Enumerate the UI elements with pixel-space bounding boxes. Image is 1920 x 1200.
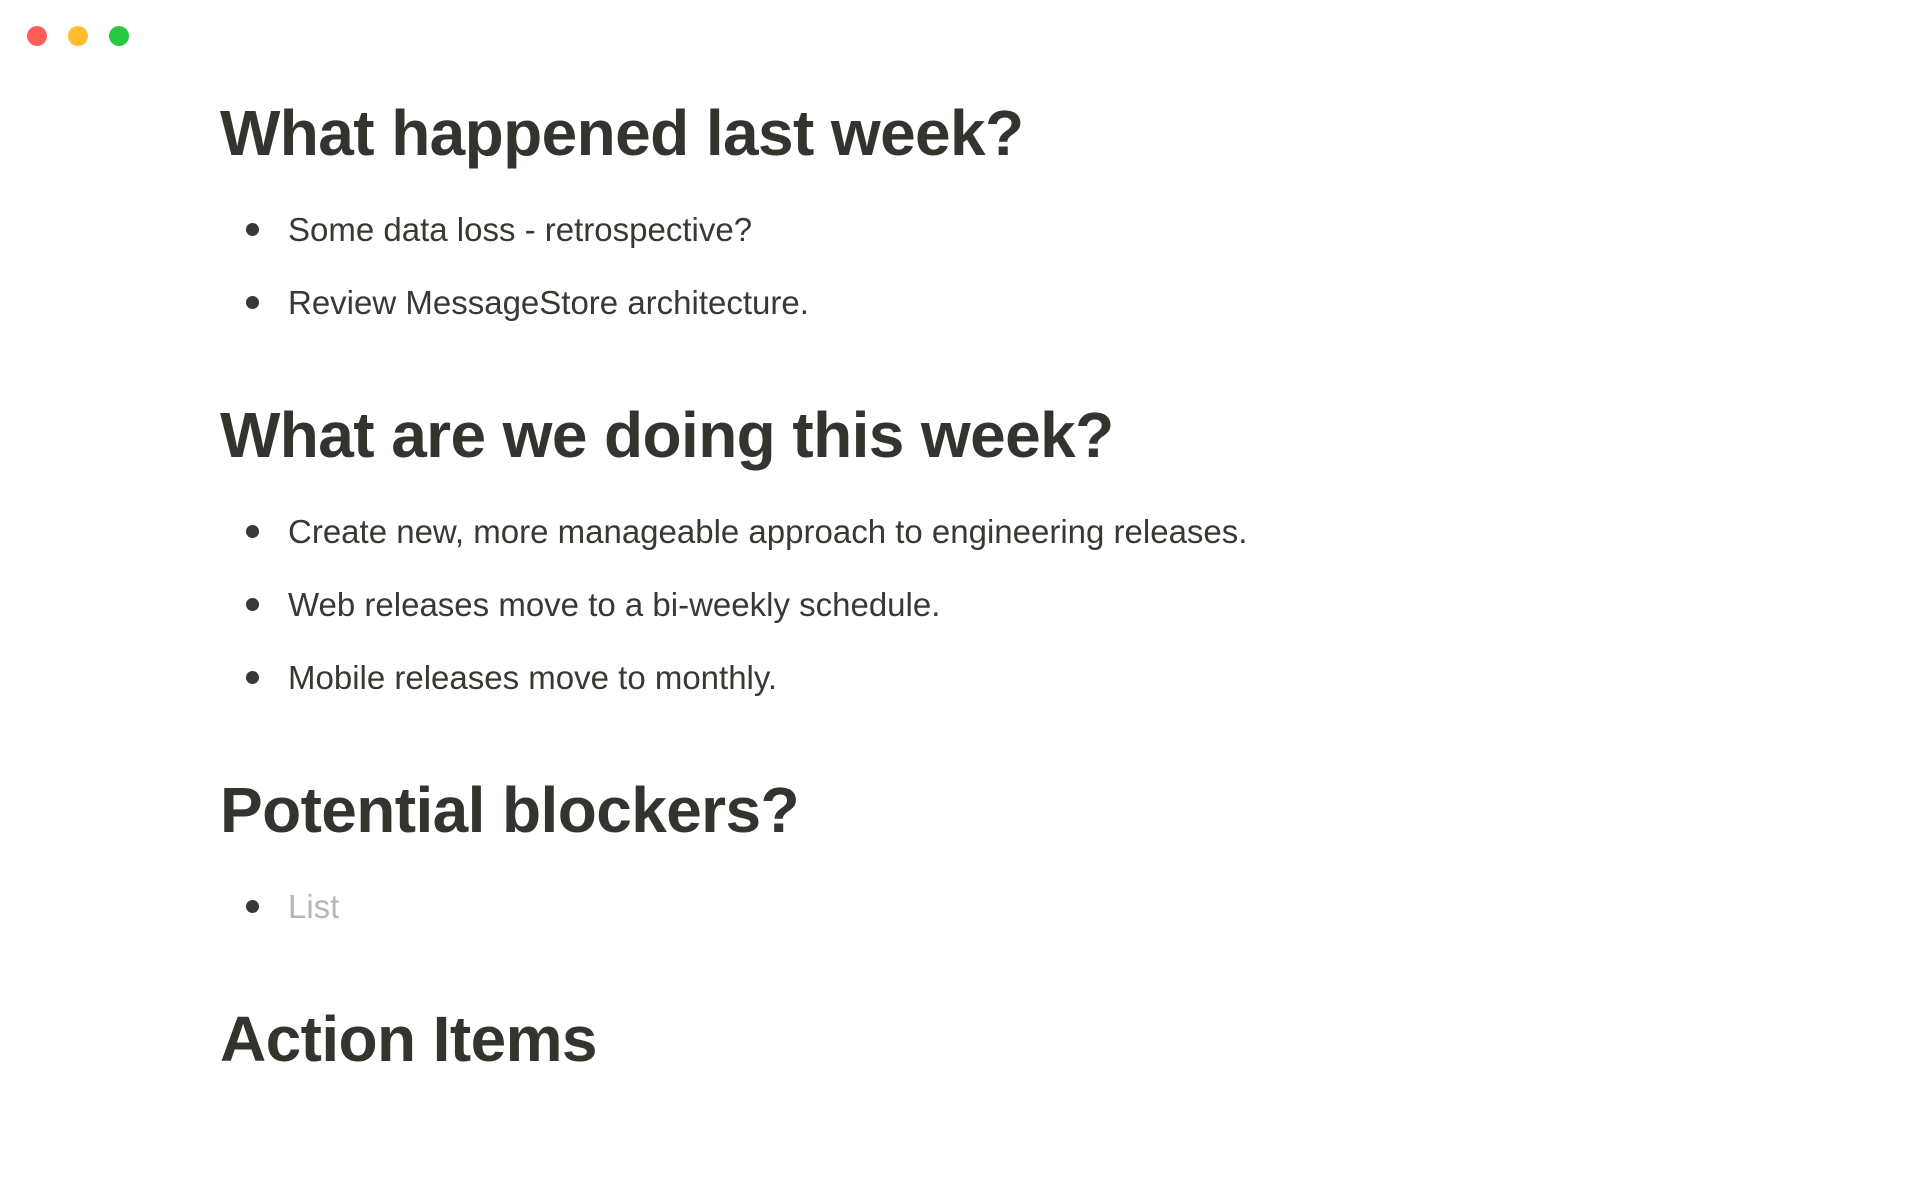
bullet-dot-icon: [246, 598, 259, 611]
list-item: [220, 583, 1760, 627]
section-heading[interactable]: Potential blockers?: [220, 774, 799, 846]
list-item: [220, 281, 1760, 325]
bullet-list: [220, 510, 1760, 700]
bullet-dot-icon: [246, 223, 259, 236]
list-item-placeholder: [220, 885, 1760, 929]
list-item: [220, 656, 1760, 700]
list-item-placeholder-text[interactable]: List: [288, 888, 340, 925]
section-this-week: [220, 395, 1760, 700]
minimize-button[interactable]: [68, 26, 88, 46]
bullet-list: [220, 885, 1760, 929]
section-action-items: [220, 999, 1760, 1079]
section-heading[interactable]: What are we doing this week?: [220, 399, 1114, 471]
bullet-dot-icon: [246, 296, 259, 309]
list-item-text[interactable]: Web releases move to a bi-weekly schedule.: [288, 586, 941, 623]
zoom-button[interactable]: [109, 26, 129, 46]
bullet-dot-icon: [246, 900, 259, 913]
list-item: [220, 510, 1760, 554]
section-potential-blockers: [220, 770, 1760, 929]
list-item-text[interactable]: Create new, more manageable approach to engineering releases.: [288, 513, 1248, 550]
section-heading[interactable]: Action Items: [220, 1003, 597, 1075]
section-last-week: [220, 93, 1760, 325]
section-heading[interactable]: What happened last week?: [220, 97, 1024, 169]
list-item: [220, 208, 1760, 252]
list-item-text[interactable]: Mobile releases move to monthly.: [288, 659, 778, 696]
list-item-text[interactable]: Some data loss - retrospective?: [288, 211, 753, 248]
bullet-dot-icon: [246, 671, 259, 684]
bullet-dot-icon: [246, 525, 259, 538]
close-button[interactable]: [27, 26, 47, 46]
list-item-text[interactable]: Review MessageStore architecture.: [288, 284, 809, 321]
window-controls: [27, 26, 129, 46]
bullet-list: [220, 208, 1760, 325]
